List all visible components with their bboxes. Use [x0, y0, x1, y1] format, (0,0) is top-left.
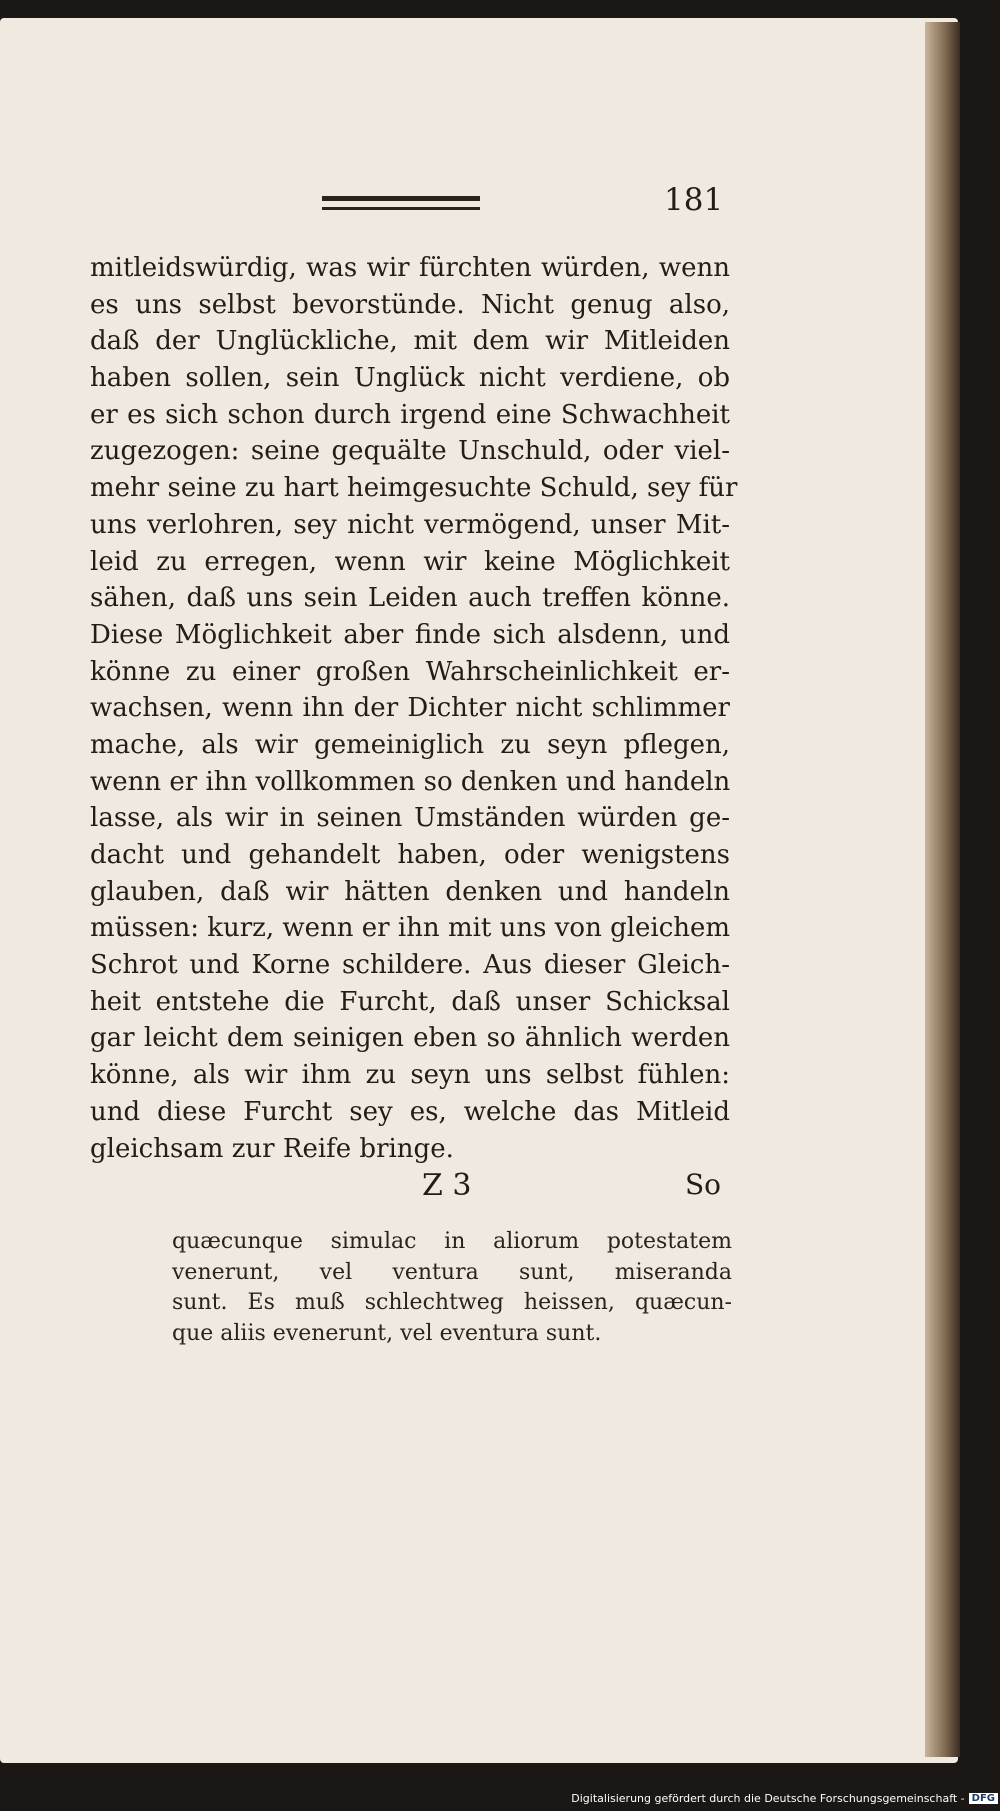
- text-line: daß der Unglückliche, mit dem wir Mitleiden: [90, 326, 730, 357]
- text-line: wachsen, wenn ihn der Dichter nicht schlimmer: [90, 693, 730, 724]
- text-line: wenn er ihn vollkommen so denken und handeln: [90, 766, 731, 797]
- text-line: Schrot und Korne schildere. Aus dieser Gleich-: [90, 950, 730, 981]
- signature-mark: Z 3: [422, 1168, 472, 1203]
- text-line: könne, als wir ihm zu seyn uns selbst fühlen:: [90, 1060, 730, 1091]
- text-line: müssen: kurz, wenn er ihn mit uns von gleichem: [90, 913, 731, 944]
- catchword: So: [685, 1168, 722, 1201]
- text-line: er es sich schon durch irgend eine Schwachheit: [90, 399, 730, 430]
- text-line: mitleidswürdig, was wir fürchten würden, wenn: [90, 253, 730, 283]
- text-line: zugezogen: seine gequälte Unschuld, oder viel-: [90, 436, 730, 467]
- page-number: 181: [664, 182, 724, 218]
- header-rule: [322, 196, 480, 210]
- text-line: mehr seine zu hart heimgesuchte Schuld, sey für: [90, 473, 738, 504]
- text-line: gleichsam zur Reife bringe.: [90, 1133, 454, 1164]
- text-line: gar leicht dem seinigen eben so ähnlich werden: [90, 1023, 730, 1054]
- text-line: haben sollen, sein Unglück nicht verdiene, ob: [90, 363, 730, 394]
- footer-credit: Digitalisierung gefördert durch die Deutsche Forschungsgemeinschaft -: [571, 1792, 965, 1805]
- text-line: und diese Furcht sey es, welche das Mitleid: [90, 1096, 730, 1127]
- text-line: glauben, daß wir hätten denken und handeln: [90, 876, 730, 907]
- text-line: es uns selbst bevorstünde. Nicht genug also,: [90, 289, 730, 320]
- text-line: leid zu erregen, wenn wir keine Möglichkeit: [90, 546, 730, 577]
- text-line: sähen, daß uns sein Leiden auch treffen könne.: [90, 583, 730, 614]
- footnote-line: quæcunque simulac in aliorum potestatem: [172, 1229, 732, 1254]
- text-line: uns verlohren, sey nicht vermögend, unser Mit-: [90, 509, 730, 540]
- text-line: mache, als wir gemeiniglich zu seyn pflegen,: [90, 729, 730, 760]
- footnote: [172, 1227, 732, 1349]
- text-line: Diese Möglichkeit aber finde sich alsdenn, und: [90, 619, 730, 650]
- digitization-footer: [571, 1792, 998, 1805]
- text-line: heit entstehe die Furcht, daß unser Schicksal: [90, 986, 730, 1017]
- footnote-line: sunt. Es muß schlechtweg heissen, quæcun-: [172, 1290, 732, 1315]
- page-edge: [925, 22, 960, 1757]
- text-line: lasse, als wir in seinen Umständen würden ge-: [90, 803, 730, 834]
- footnote-line: que aliis evenerunt, vel eventura sunt.: [172, 1320, 602, 1346]
- body-text: [90, 250, 738, 1167]
- text-line: könne zu einer großen Wahrscheinlichkeit er-: [90, 656, 730, 687]
- dfg-logo: DFG: [969, 1793, 998, 1804]
- footnote-line: venerunt, vel ventura sunt, miseranda: [172, 1259, 732, 1285]
- text-line: dacht und gehandelt haben, oder wenigstens: [90, 840, 730, 870]
